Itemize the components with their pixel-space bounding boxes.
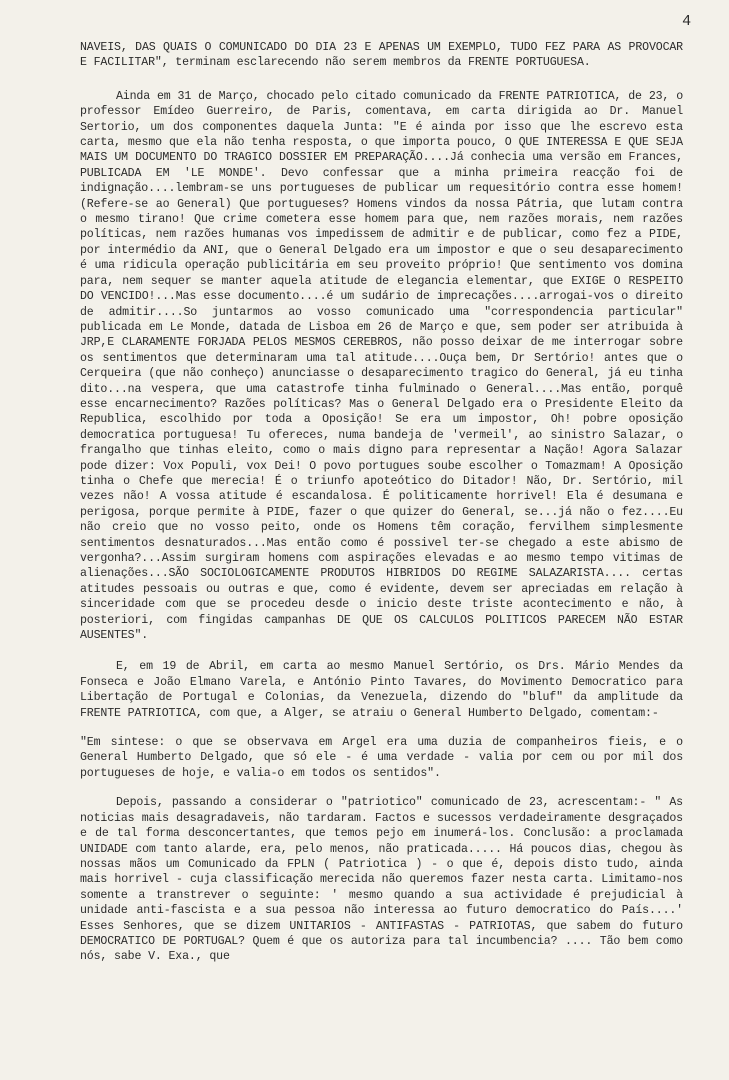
- paragraph-1: NAVEIS, DAS QUAIS O COMUNICADO DO DIA 23 E APENAS UM EXEMPLO, TUDO FEZ PARA AS PROVOCAR E FACILITAR", terminam esclarecendo não serem membros da FRENTE PORTUGUESA.: [80, 41, 690, 70]
- paragraph-5: Depois, passando a considerar o "patriotico" comunicado de 23, acrescentam:- " As noticias mais desagradaveis, não tardaram. Factos e sucessos verdadeiramente desgraçados e de tal forma desconcertantes, que temos pejo em inumerá-los. Conclusão: a proclamada UNIDADE com tanto alarde, era, pelo menos, não praticada..... Há poucos dias, chegou às nossas mãos um Comunicado da FPLN ( Patriotica ) - o que é, depois disto tudo, ainda mais horrivel - cuja classificação merecida não queremos fazer nesta carta. Limitamo-nos somente a transtrever o seguinte: ' mesmo quando a sua actividade é prejudicial à unidade anti-fascista e a sua pessoa não interessa ao futuro democratico do País....' Esses Senhores, que se dizem UNITARIOS - ANTIFASTAS - PATRIOTAS, que sabem do futuro DEMOCRATICO DE PORTUGAL? Quem é que os autoriza para tal incumbencia? .... Tão bem como nós, sabe V. Exa., que: [80, 796, 690, 964]
- paragraph-2: Ainda em 31 de Março, chocado pelo citado comunicado da FRENTE PATRIOTICA, de 23, o professor Emídeo Guerreiro, de Paris, comentava, em carta dirigida ao Dr. Manuel Sertorio, um dos componentes daquela Junta: "E é ainda por isso que lhe escrevo esta carta, mesmo que ela não tenha resposta, o que importa pouco, O QUE INTERESSA E QUE SEJA MAIS UM DOCUMENTO DO TRAGICO DOSSIER EM PREPARAÇÃO....Já conhecia uma versão em Frances, PUBLICADA EM 'LE MONDE'. Devo confessar que a minha primeira reacção foi de indignação....lembram-se uns portugueses de publicar um requesitório contra esse homem! (Refere-se ao General) Que portugueses? Homens vindos da nossa Pátria, que lutam contra o mesmo tirano! Que crime cometera esse homem para que, nem razões morais, nem razões políticas, nem razões humanas vos impedissem de admitir e de publicar, como fez a PIDE, por intermédio da ANI, que o General Delgado era um impostor e que o seu desaparecimento é uma ridicula operação publicitária em seu proveito próprio! Que sentimento vos domina para, nem sequer se manter aquela atitude de elegancia elementar, que EXIGE O RESPEITO DO VENCIDO!...Mas esse documento....é um sudário de imprecações....arrogai-vos o direito de admitir....So juntarmos ao vosso comunicado uma "correspondencia particular" publicada em Le Monde, datada de Lisboa em 26 de Março e que, sem poder ser atribuida à JRP,E CLARAMENTE FORJADA PELOS MESMOS CEREBROS, não posso deixar de me interrogar sobre os sentimentos que determinaram uma tal atitude....Ouça bem, Dr Sertório! antes que o Cerqueira (que não conheço) anunciasse o desaparecimento tragico do General, já eu tinha dito...na vespera, que uma catastrofe tinha fulminado o General....Mas então, porquê esse encarnecimento? Razões políticas? Mas o General Delgado era o Presidente Eleito da Republica, escolhido por toda a Oposição! Se era um impostor, Oh! pobre oposição democratica portuguesa! Tu ofereces, numa bandeja de 'vermeil', ao sinistro Salazar, o frangalho que tinhas eleito, como o mais digno para representar a Nação! Agora Salazar pode dizer: Vox Populi, vox Dei! O povo portugues soube escolher o Tomazmam! A Oposição tinha o Chefe que merecia! É o triunfo apoteótico do Ditador! Não, Dr. Sertório, mil vezes não! A vossa atitude é escandalosa. É politicamente horrivel! Ela é desumana e perigosa, porque permite à PIDE, fazer o que quizer do General, se...já não o fez....Eu não creio que no vosso peito, onde os Homens têm coração, fervilhem simplesmente sentimentos desnaturados...Mas então como é possivel ter-se chegado a este abismo de vergonha?...Assim surgiram homens com aspirações elevadas e ao mesmo tempo vitimas de alienações...SÃO SOCIOLOGICAMENTE PRODUTOS HIBRIDOS DO REGIME SALAZARISTA.... certas atitudes pessoais ou outras e que, como é evidente, devem ser apreciadas em relação à sinceridade com que se procedeu desde o inicio deste triste acontecimento e não, à posteriori, com fingidas campanhas DE QUE OS CALCULOS POLITICOS PARECEM NÃO ESTAR AUSENTES".: [80, 89, 690, 643]
- paragraph-4: "Em sintese: o que se observava em Argel era uma duzia de companheiros fieis, e o General Humberto Delgado, que só ele - é uma verdade - valia por cem ou por mil dos portugueses de hoje, e valia-o em todos os sentidos".: [80, 736, 690, 780]
- paragraph-3: E, em 19 de Abril, em carta ao mesmo Manuel Sertório, os Drs. Mário Mendes da Fonseca e João Elmano Varela, e António Pinto Tavares, do Movimento Democratico para Libertação de Portugal e Colonias, da Venezuela, dizendo do "bluf" da amplitude da FRENTE PATRIOTICA, com que, a Alger, se atraiu o General Humberto Delgado, comentam:-: [80, 660, 690, 720]
- page-number: 4: [682, 13, 691, 30]
